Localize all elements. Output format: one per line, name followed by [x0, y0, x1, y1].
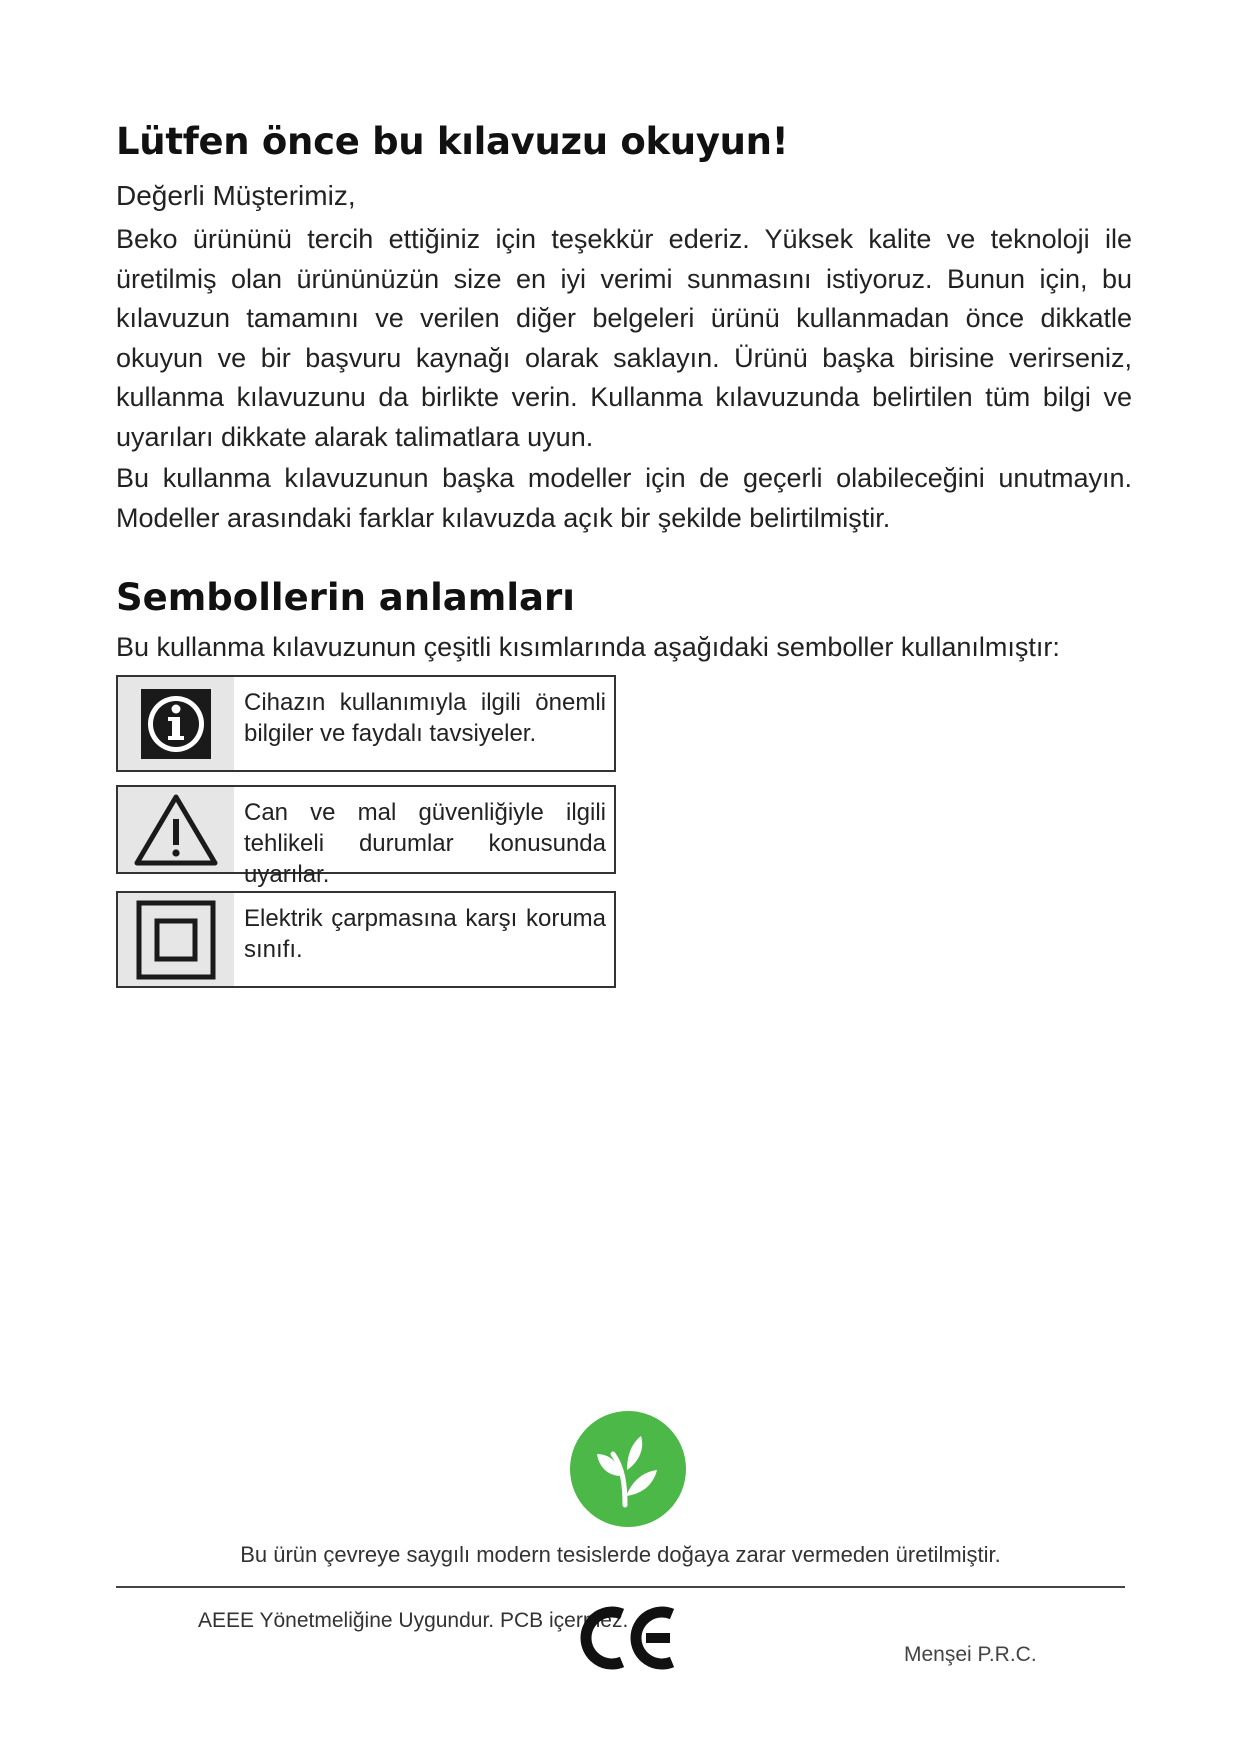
symbol-description: Cihazın kullanımıyla ilgili önemli bilgiler ve faydalı tavsiyeler. [244, 689, 606, 747]
origin-label: Menşei P.R.C. [904, 1643, 1037, 1666]
double-square-icon [118, 893, 234, 986]
ce-mark-icon [578, 1602, 678, 1674]
symbol-row-protection-class [116, 891, 616, 988]
footer-divider [116, 1586, 1125, 1588]
eco-statement: Bu ürün çevreye saygılı modern tesislerde doğaya zarar vermeden üretilmiştir. [240, 1542, 1001, 1567]
aeee-compliance-text: AEEE Yönetmeliğine Uygundur. PCB içermez. [198, 1609, 629, 1632]
info-icon [118, 677, 234, 770]
intro-paragraph: Beko ürününü tercih ettiğiniz için teşekkür ederiz. Yüksek kalite ve teknoloji ile üretilmiş olan ürününüzün size en iyi verimi sunmasını istiyoruz. Bunun için, bu kılavuzun tamamını ve verilen diğer belgeleri ürünü kullanmadan önce dikkatle okuyun ve bir başvuru kaynağı olarak saklayın. Ürünü başka birisine verirseniz, kullanma kılavuzunu da birlikte verin. Kullanma kılavuzunda belirtilen tüm bilgi ve uyarıları dikkate alarak talimatlara uyun. [116, 224, 1132, 452]
symbol-description: Can ve mal güvenliğiyle ilgili tehlikeli durumlar konusunda uyarılar. [244, 799, 606, 888]
symbol-row-warning [116, 785, 616, 888]
leaf-icon [569, 1410, 687, 1528]
greeting: Değerli Müşterimiz, [116, 180, 356, 211]
models-note-paragraph: Bu kullanma kılavuzunun başka modeller için de geçerli olabileceğini unutmayın. Modeller arasındaki farklar kılavuzda açık bir şekilde belirtilmiştir. [116, 463, 1132, 533]
symbol-row-info [116, 675, 616, 772]
page-title: Lütfen önce bu kılavuzu okuyun! [116, 120, 789, 163]
symbols-intro: Bu kullanma kılavuzunun çeşitli kısımlarında aşağıdaki semboller kullanılmıştır: [116, 632, 1060, 662]
symbols-heading: Sembollerin anlamları [116, 576, 575, 619]
symbol-description: Elektrik çarpmasına karşı koruma sınıfı. [244, 905, 606, 963]
warning-triangle-icon [118, 787, 234, 872]
